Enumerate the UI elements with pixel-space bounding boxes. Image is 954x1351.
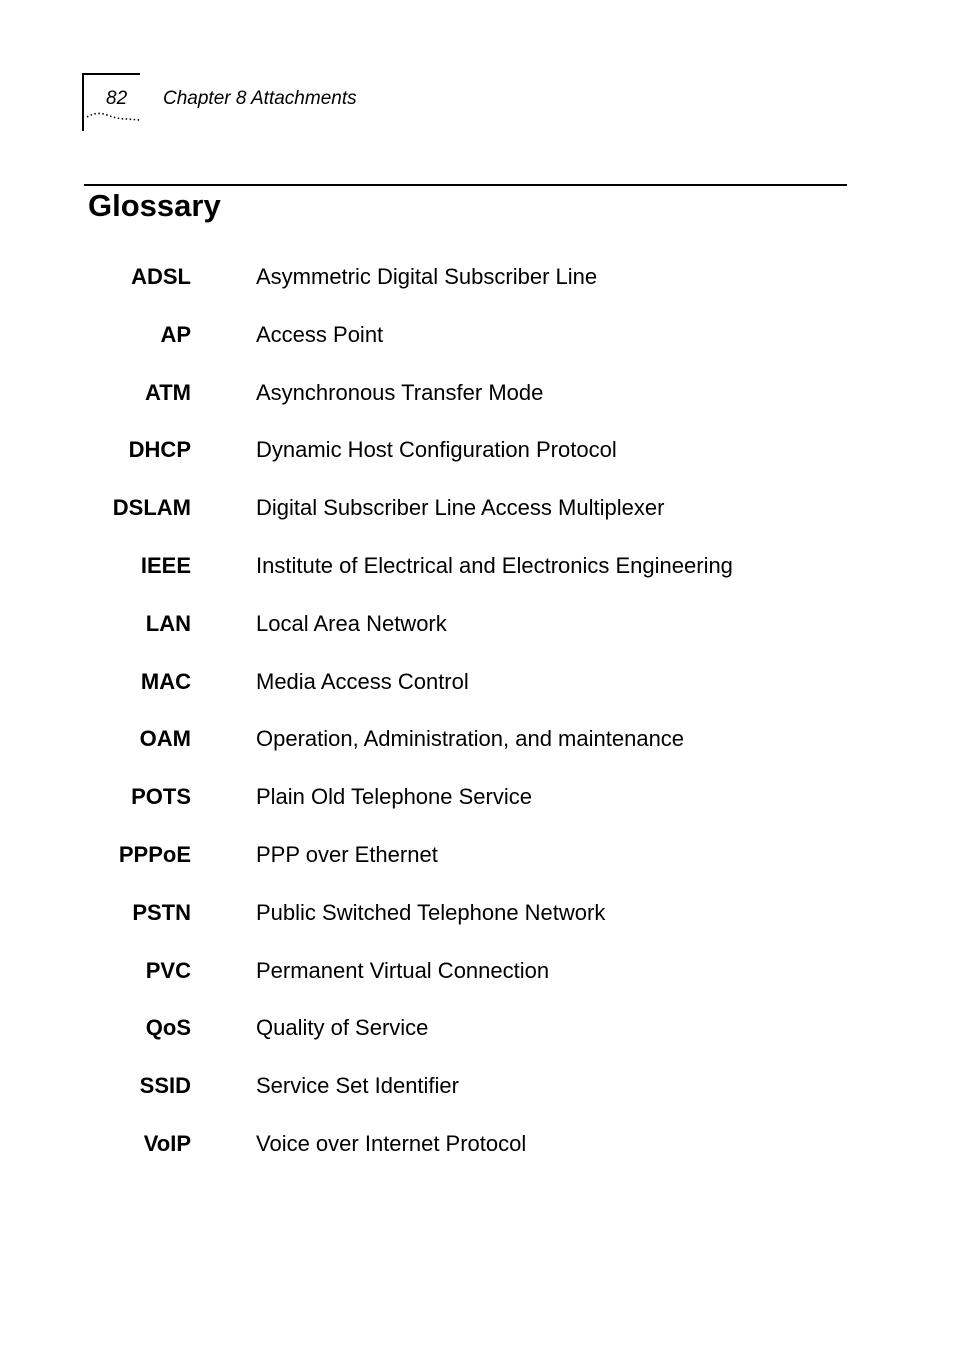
glossary-entry [0,1011,954,1069]
glossary-definition: Dynamic Host Configuration Protocol [256,437,617,463]
glossary-entry [0,838,954,896]
glossary-term: POTS [131,784,191,810]
glossary-term: ATM [144,379,191,405]
glossary-definition: PPP over Ethernet [256,841,438,867]
glossary-definition: Institute of Electrical and Electronics Engineering [256,552,733,578]
glossary-term: QoS [145,1015,191,1041]
glossary-term: DSLAM [112,495,191,521]
section-title: Glossary [88,188,221,223]
glossary-term: AP [160,321,191,347]
glossary-entry [0,491,954,549]
glossary-definition: Plain Old Telephone Service [256,784,532,810]
glossary-definition: Access Point [256,321,384,347]
glossary-entry [0,376,954,434]
glossary-definition: Operation, Administration, and maintenance [256,726,685,752]
glossary-entry [0,318,954,376]
page-number: 82 [106,88,128,109]
glossary-definition: Quality of Service [256,1015,429,1041]
glossary-term: MAC [140,668,191,694]
glossary-definition: Digital Subscriber Line Access Multiplexer [256,495,665,521]
section-rule [84,184,847,186]
glossary-definition: Asymmetric Digital Subscriber Line [256,264,598,289]
glossary-entry [0,780,954,838]
glossary-definition: Local Area Network [256,610,447,636]
glossary-term: DHCP [128,437,191,463]
glossary-definition: Permanent Virtual Connection [256,957,550,983]
glossary-term: LAN [145,610,191,636]
glossary-entry [0,549,954,607]
glossary-entry [0,607,954,665]
glossary-definition: Public Switched Telephone Network [256,899,606,925]
glossary-entry [0,954,954,1012]
glossary-definition: Voice over Internet Protocol [256,1130,527,1156]
glossary-entry [0,896,954,954]
glossary-entry [0,722,954,780]
glossary-entry [0,260,954,318]
glossary-term: IEEE [140,552,191,578]
glossary-term: VoIP [143,1130,191,1156]
running-header: Chapter 8 Attachments [163,88,357,109]
glossary-entry [0,433,954,491]
glossary-entry [0,1069,954,1127]
glossary-definition: Service Set Identifier [256,1073,459,1099]
glossary-list [0,260,954,1185]
glossary-definition: Media Access Control [256,668,469,694]
glossary-term: PPPoE [118,841,191,867]
glossary-term: ADSL [131,264,191,289]
glossary-term: SSID [139,1073,191,1099]
glossary-definition: Asynchronous Transfer Mode [256,379,544,405]
glossary-entry [0,665,954,723]
glossary-term: OAM [139,726,191,752]
glossary-term: PVC [145,957,191,983]
glossary-term: PSTN [132,899,191,925]
glossary-entry [0,1127,954,1185]
